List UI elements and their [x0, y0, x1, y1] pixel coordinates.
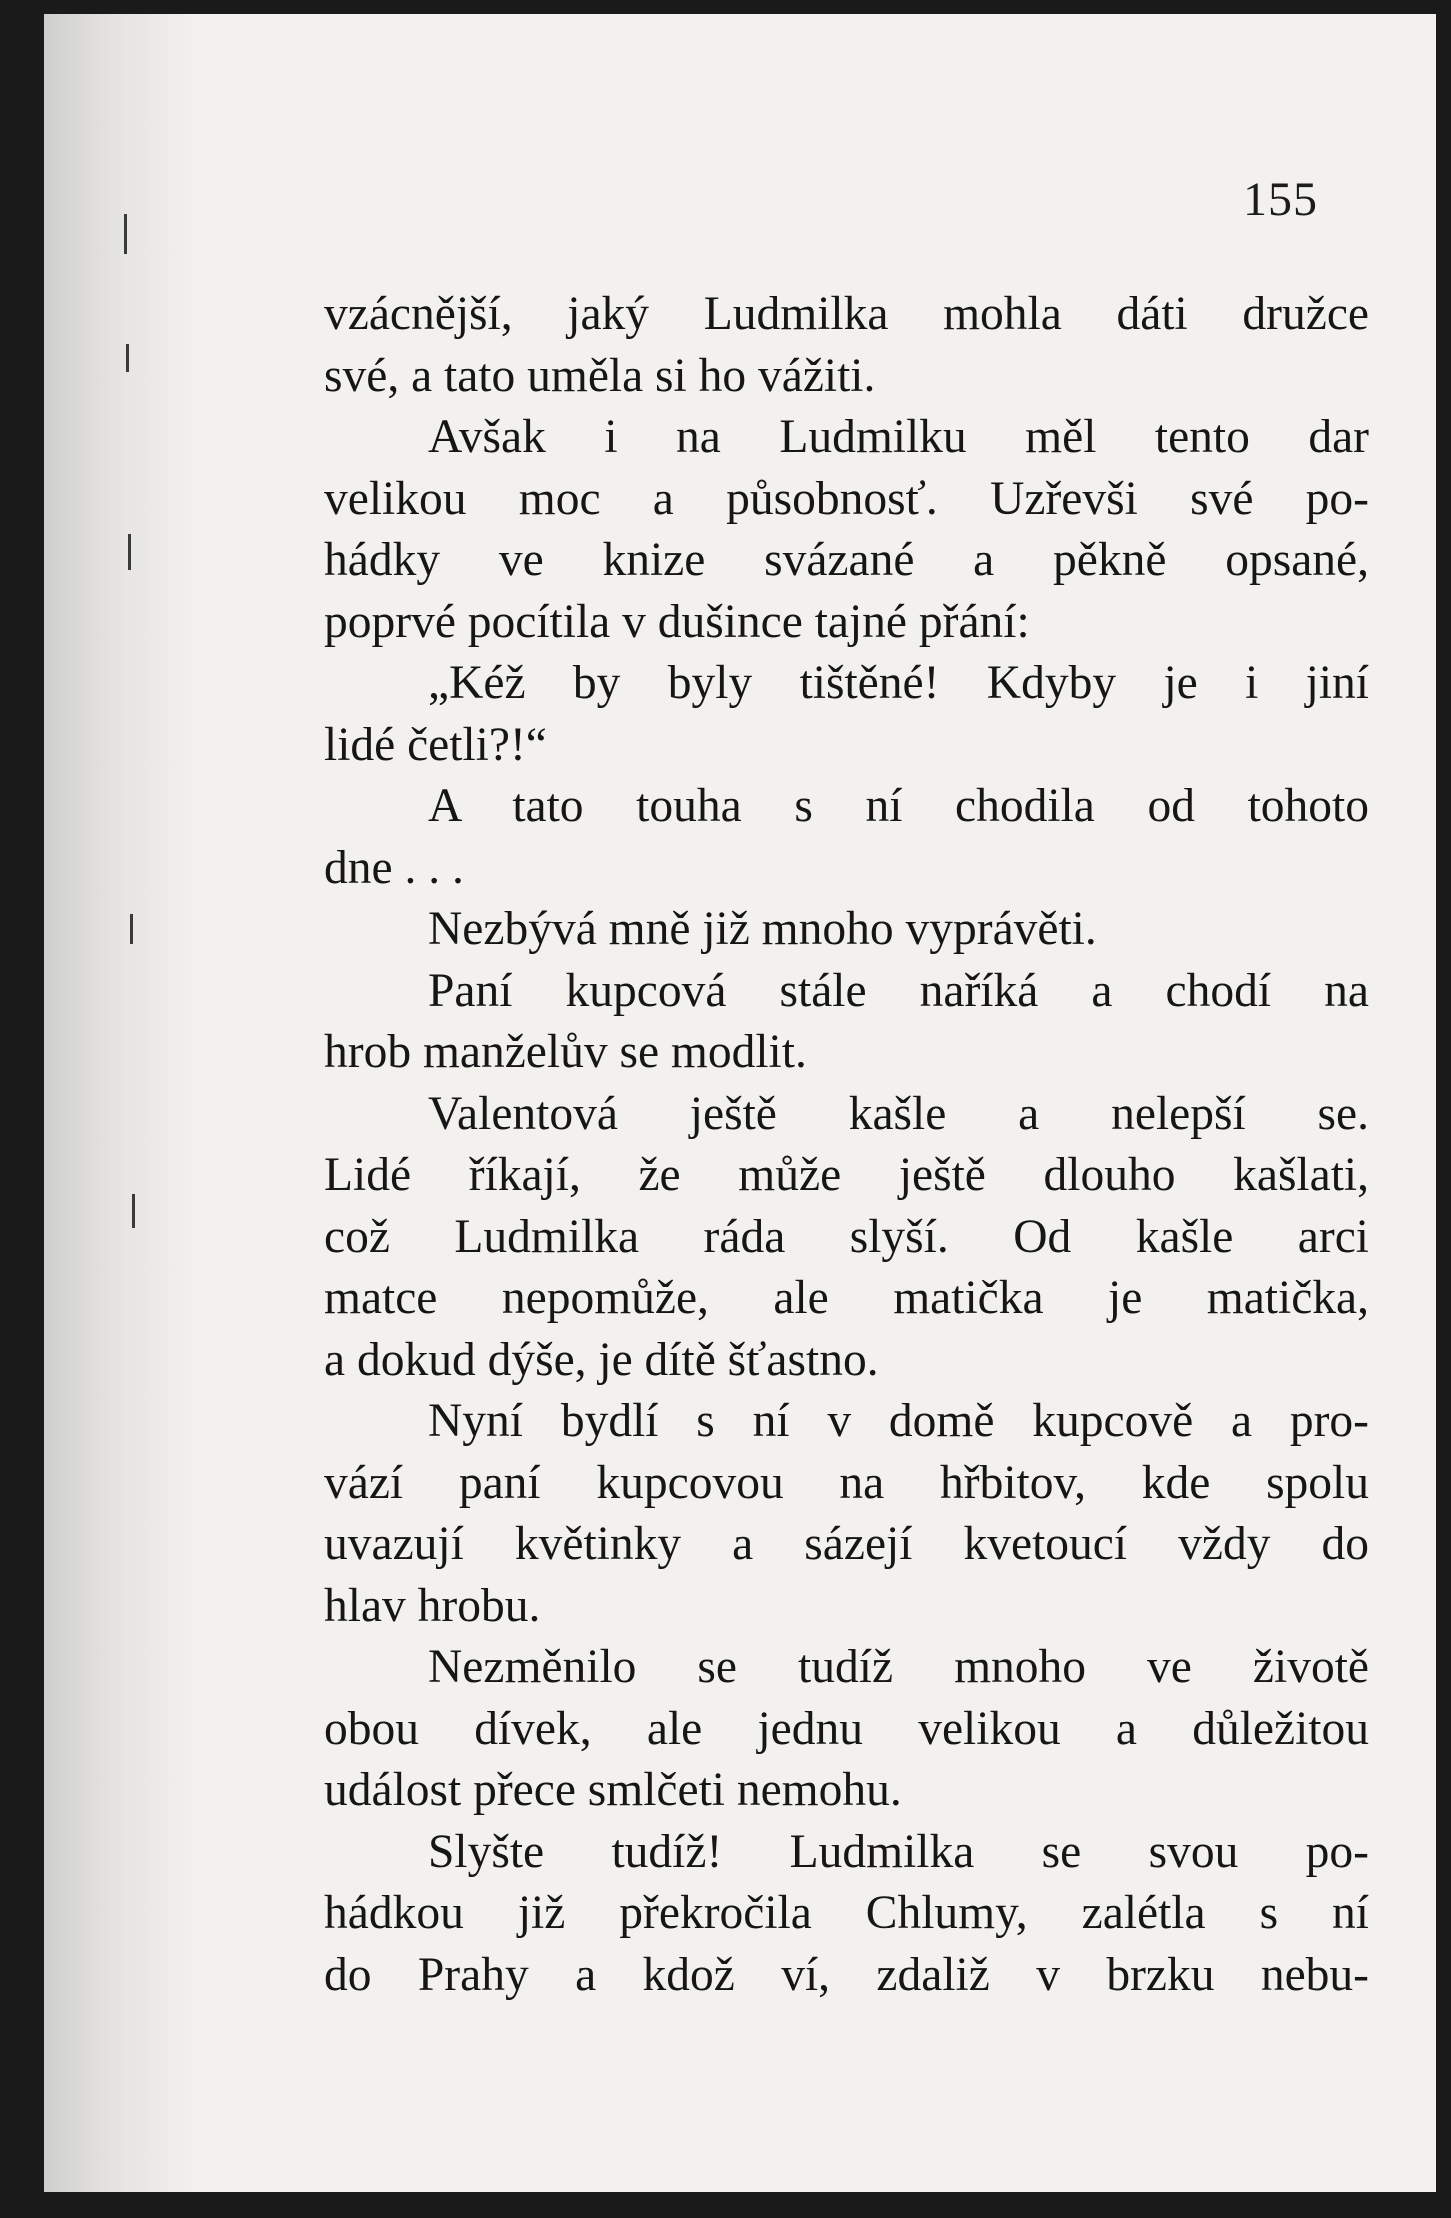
text-line: své, a tato uměla si ho vážiti. — [324, 349, 876, 402]
text-line: Slyšte tudíž! Ludmilka se svou po- — [428, 1825, 1369, 1878]
book-page — [44, 14, 1436, 2192]
text-line: což Ludmilka ráda slyší. Od kašle arci — [324, 1210, 1369, 1263]
text-line: A tato touha s ní chodila od tohoto — [428, 780, 1369, 832]
text-line: hádkou již překročila Chlumy, zalétla s ní — [324, 1887, 1369, 1939]
text-line: hrob manželův se modlit. — [324, 1026, 807, 1078]
text-line: do Prahy a kdož ví, zdaliž v brzku nebu- — [324, 1948, 1369, 2001]
gutter-shadow — [44, 14, 194, 2192]
gutter-mark — [132, 1194, 135, 1228]
text-line: a dokud dýše, je dítě šťastno. — [324, 1333, 879, 1386]
text-line: matce nepomůže, ale matička je matička, — [324, 1272, 1369, 1324]
text-line: vází paní kupcovou na hřbitov, kde spolu — [324, 1456, 1369, 1509]
text-line: Nyní bydlí s ní v domě kupcově a pro- — [428, 1395, 1369, 1447]
page-number: 155 — [1243, 173, 1318, 226]
text-line: Lidé říkají, že může ještě dlouho kašlati, — [324, 1149, 1369, 1201]
gutter-mark — [128, 534, 131, 570]
text-line: velikou moc a působnosť. Uzřevši své po- — [324, 472, 1369, 525]
gutter-mark — [124, 214, 127, 254]
text-line: Nezměnilo se tudíž mnoho ve životě — [428, 1641, 1369, 1693]
text-line: událost přece smlčeti nemohu. — [324, 1764, 902, 1816]
text-line: „Kéž by byly tištěné! Kdyby je i jiní — [428, 657, 1369, 709]
text-line: dne . . . — [324, 841, 464, 894]
text-line: poprvé pocítila v dušince tajné přání: — [324, 595, 1030, 648]
text-line: Valentová ještě kašle a nelepší se. — [428, 1087, 1369, 1140]
text-line: obou dívek, ale jednu velikou a důležitou — [324, 1702, 1369, 1755]
text-line: vzácnější, jaký Ludmilka mohla dáti družce — [324, 288, 1369, 340]
text-line: uvazují květinky a sázejí kvetoucí vždy do — [324, 1518, 1369, 1570]
text-line: hlav hrobu. — [324, 1579, 541, 1632]
body-text — [324, 284, 1369, 2006]
gutter-mark — [126, 344, 129, 372]
text-line: Avšak i na Ludmilku měl tento dar — [428, 411, 1369, 463]
text-line: Nezbývá mně již mnoho vyprávěti. — [428, 903, 1097, 955]
gutter-mark — [130, 914, 133, 944]
text-line: hádky ve knize svázané a pěkně opsané, — [324, 534, 1369, 586]
text-line: lidé četli?!“ — [324, 718, 547, 771]
text-line: Paní kupcová stále naříká a chodí na — [428, 964, 1369, 1017]
